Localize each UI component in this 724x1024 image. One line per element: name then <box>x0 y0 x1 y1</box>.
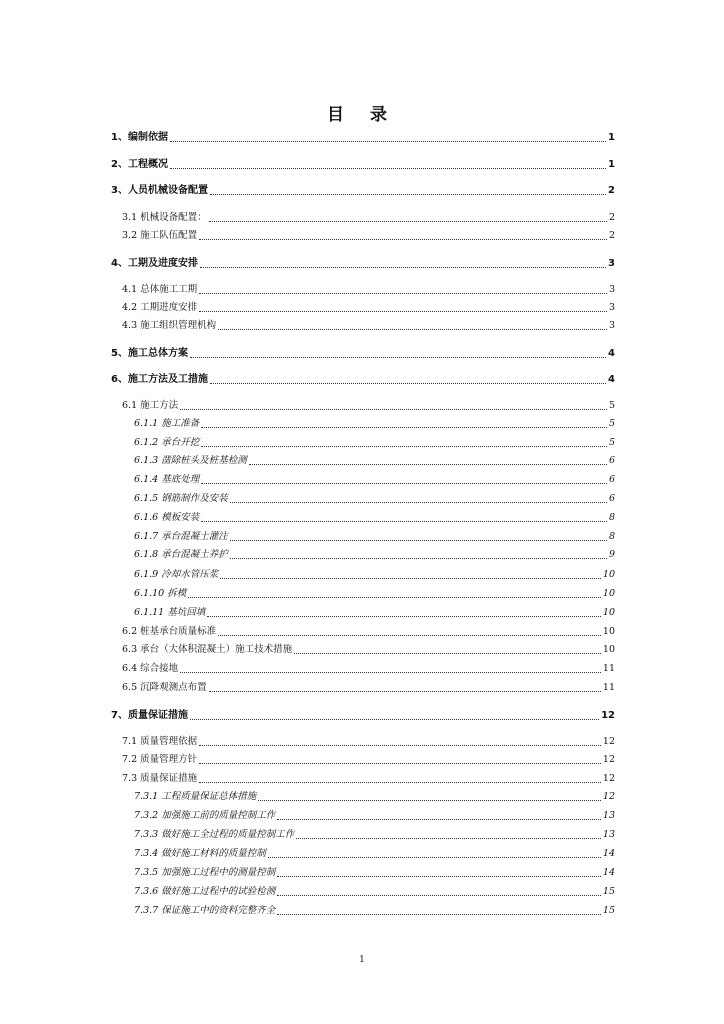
toc-entry-page: 6 <box>608 493 615 504</box>
toc-entry[interactable] <box>111 347 615 361</box>
toc-entry-label: 4、工期及进度安排 <box>111 258 198 269</box>
page-title: 目 录 <box>327 105 397 125</box>
toc-entry-page: 10 <box>602 588 615 599</box>
toc-entry[interactable] <box>134 885 615 899</box>
toc-entry[interactable] <box>134 847 615 861</box>
toc-leader-dots <box>230 558 607 559</box>
toc-entry-page: 9 <box>608 549 615 560</box>
toc-entry[interactable] <box>134 492 615 506</box>
toc-entry-page: 4 <box>608 374 615 385</box>
toc-leader-dots <box>199 311 607 312</box>
toc-entry-page: 4 <box>608 348 615 359</box>
toc-entry-page: 12 <box>602 791 615 802</box>
toc-entry-label: 7、质量保证措施 <box>111 710 188 721</box>
toc-entry-label: 5、施工总体方案 <box>111 348 188 359</box>
toc-entry-label: 6.1.7 承台混凝土灌注 <box>134 531 228 542</box>
toc-leader-dots <box>218 635 601 636</box>
toc-leader-dots <box>258 800 601 801</box>
toc-entry-label: 6.3 承台（大体积混凝土）施工技术措施 <box>122 644 293 655</box>
toc-entry-page: 13 <box>602 810 615 821</box>
toc-entry-label: 7.3.4 做好施工材料的质量控制 <box>134 848 266 859</box>
toc-entry[interactable] <box>134 548 615 562</box>
toc-leader-dots <box>199 239 607 240</box>
toc-entry[interactable] <box>122 283 615 297</box>
toc-entry-label: 7.3.6 做好施工过程中的试验检测 <box>134 886 276 897</box>
toc-entry[interactable] <box>122 211 615 225</box>
toc-entry[interactable] <box>122 319 615 333</box>
toc-leader-dots <box>210 383 606 384</box>
toc-entry-label: 7.3.1 工程质量保证总体措施 <box>134 791 257 802</box>
toc-entry[interactable] <box>122 735 615 749</box>
toc-entry-label: 6.1.9 冷却水管压浆 <box>134 569 219 580</box>
toc-entry-label: 6.1.10 拆模 <box>134 588 187 599</box>
toc-entry[interactable] <box>122 643 615 657</box>
page-number: 1 <box>359 955 365 965</box>
toc-leader-dots <box>277 819 601 820</box>
toc-entry[interactable] <box>134 530 615 544</box>
toc-entry-page: 5 <box>608 418 615 429</box>
toc-entry-label: 4.1 总体施工工期 <box>122 284 198 295</box>
toc-leader-dots <box>201 483 607 484</box>
toc-leader-dots <box>170 141 606 142</box>
toc-entry-label: 6.2 桩基承台质量标准 <box>122 626 217 637</box>
toc-entry-label: 3、人员机械设备配置 <box>111 185 208 196</box>
toc-entry-page: 12 <box>602 773 615 784</box>
toc-entry-label: 7.3.2 加强施工前的质量控制工作 <box>134 810 276 821</box>
toc-entry-label: 4.2 工期进度安排 <box>122 302 198 313</box>
toc-entry[interactable] <box>134 606 615 620</box>
toc-leader-dots <box>199 782 601 783</box>
toc-entry-label: 6.1 施工方法 <box>122 400 179 411</box>
toc-leader-dots <box>200 267 606 268</box>
toc-entry[interactable] <box>134 809 615 823</box>
toc-entry-page: 2 <box>608 212 615 223</box>
toc-entry-label: 7.1 质量管理依据 <box>122 736 198 747</box>
toc-leader-dots <box>230 540 607 541</box>
toc-entry-page: 11 <box>602 682 615 693</box>
toc-entry-label: 7.3.3 做好施工全过程的质量控制工作 <box>134 829 295 840</box>
toc-entry[interactable] <box>134 473 615 487</box>
toc-leader-dots <box>230 502 607 503</box>
toc-entry-page: 2 <box>608 230 615 241</box>
toc-entry[interactable] <box>134 587 615 601</box>
toc-entry-page: 14 <box>602 867 615 878</box>
toc-leader-dots <box>201 427 607 428</box>
toc-leader-dots <box>180 409 607 410</box>
toc-entry[interactable] <box>122 625 615 639</box>
toc-entry-page: 3 <box>608 258 615 269</box>
toc-entry-label: 3.1 机械设备配置： <box>122 212 207 223</box>
toc-entry[interactable] <box>111 709 615 723</box>
toc-entry-page: 15 <box>602 886 615 897</box>
toc-entry[interactable] <box>122 681 615 695</box>
toc-entry-page: 10 <box>602 626 615 637</box>
toc-entry[interactable] <box>111 184 615 198</box>
toc-entry-label: 6.1.6 模板安装 <box>134 512 200 523</box>
toc-entry-page: 10 <box>602 569 615 580</box>
toc-entry[interactable] <box>111 131 615 145</box>
toc-entry-label: 1、编制依据 <box>111 132 168 143</box>
toc-entry[interactable] <box>134 436 615 450</box>
toc-entry-label: 6.1.2 承台开挖 <box>134 437 200 448</box>
toc-entry-page: 3 <box>608 302 615 313</box>
toc-entry-label: 7.2 质量管理方针 <box>122 754 198 765</box>
toc-entry-page: 6 <box>608 474 615 485</box>
toc-entry-page: 3 <box>608 284 615 295</box>
toc-leader-dots <box>209 691 601 692</box>
toc-leader-dots <box>294 653 601 654</box>
toc-entry-page: 15 <box>602 905 615 916</box>
toc-entry-page: 14 <box>602 848 615 859</box>
toc-leader-dots <box>220 578 601 579</box>
toc-entry-page: 13 <box>602 829 615 840</box>
toc-leader-dots <box>296 838 601 839</box>
toc-entry[interactable] <box>134 454 615 468</box>
toc-entry[interactable] <box>122 229 615 243</box>
toc-leader-dots <box>199 745 601 746</box>
toc-entry[interactable] <box>134 866 615 880</box>
toc-entry[interactable] <box>111 158 615 172</box>
toc-entry[interactable] <box>134 417 615 431</box>
toc-entry-page: 5 <box>608 400 615 411</box>
toc-leader-dots <box>207 616 601 617</box>
toc-entry-page: 1 <box>608 159 615 170</box>
toc-entry-label: 3.2 施工队伍配置 <box>122 230 198 241</box>
toc-entry-page: 12 <box>602 754 615 765</box>
toc-entry-page: 10 <box>602 644 615 655</box>
toc-leader-dots <box>249 464 607 465</box>
toc-entry-page: 1 <box>608 132 615 143</box>
toc-leader-dots <box>268 857 601 858</box>
toc-leader-dots <box>188 597 601 598</box>
toc-leader-dots <box>201 446 607 447</box>
toc-entry-label: 4.3 施工组织管理机构 <box>122 320 217 331</box>
toc-entry-page: 8 <box>608 531 615 542</box>
toc-entry-label: 6.1.4 基底处理 <box>134 474 200 485</box>
toc-entry[interactable] <box>134 904 615 918</box>
toc-entry[interactable] <box>122 399 615 413</box>
toc-entry-label: 6.1.11 基坑回填 <box>134 607 206 618</box>
toc-entry-label: 6、施工方法及工措施 <box>111 374 208 385</box>
toc-entry-label: 6.5 沉降观测点布置 <box>122 682 207 693</box>
toc-leader-dots <box>190 357 606 358</box>
toc-entry[interactable] <box>122 753 615 767</box>
toc-entry[interactable] <box>134 790 615 804</box>
toc-leader-dots <box>210 194 606 195</box>
toc-entry[interactable] <box>122 662 615 676</box>
toc-entry-page: 2 <box>608 185 615 196</box>
toc-leader-dots <box>199 763 601 764</box>
toc-entry-page: 6 <box>608 455 615 466</box>
toc-leader-dots <box>277 876 601 877</box>
toc-entry-label: 6.1.5 钢筋制作及安装 <box>134 493 228 504</box>
toc-entry-label: 6.1.3 凿除桩头及桩基检测 <box>134 455 247 466</box>
toc-entry-label: 6.1.1 施工准备 <box>134 418 200 429</box>
toc-entry[interactable] <box>134 568 615 582</box>
toc-entry-page: 11 <box>602 663 615 674</box>
toc-entry-page: 12 <box>602 736 615 747</box>
toc-entry-label: 7.3.7 保证施工中的资料完整齐全 <box>134 905 276 916</box>
toc-leader-dots <box>180 672 601 673</box>
toc-entry-page: 12 <box>601 710 615 721</box>
toc-entry[interactable] <box>122 301 615 315</box>
toc-entry[interactable] <box>134 828 615 842</box>
toc-entry[interactable] <box>111 257 615 271</box>
toc-entry-page: 3 <box>608 320 615 331</box>
toc-leader-dots <box>218 329 607 330</box>
toc-entry-label: 6.1.8 承台混凝土养护 <box>134 549 228 560</box>
toc-leader-dots <box>277 914 601 915</box>
toc-leader-dots <box>199 293 607 294</box>
toc-leader-dots <box>170 168 606 169</box>
toc-entry-page: 10 <box>602 607 615 618</box>
toc-entry-page: 5 <box>608 437 615 448</box>
toc-entry[interactable] <box>122 772 615 786</box>
toc-entry-label: 7.3 质量保证措施 <box>122 773 198 784</box>
toc-leader-dots <box>277 895 601 896</box>
toc-entry-page: 8 <box>608 512 615 523</box>
toc-entry-label: 7.3.5 加强施工过程中的测量控制 <box>134 867 276 878</box>
toc-leader-dots <box>190 719 599 720</box>
toc-entry[interactable] <box>134 511 615 525</box>
toc-leader-dots <box>201 521 607 522</box>
toc-entry[interactable] <box>111 373 615 387</box>
toc-entry-label: 2、工程概况 <box>111 159 168 170</box>
toc-leader-dots <box>209 221 607 222</box>
toc-entry-label: 6.4 综合接地 <box>122 663 179 674</box>
